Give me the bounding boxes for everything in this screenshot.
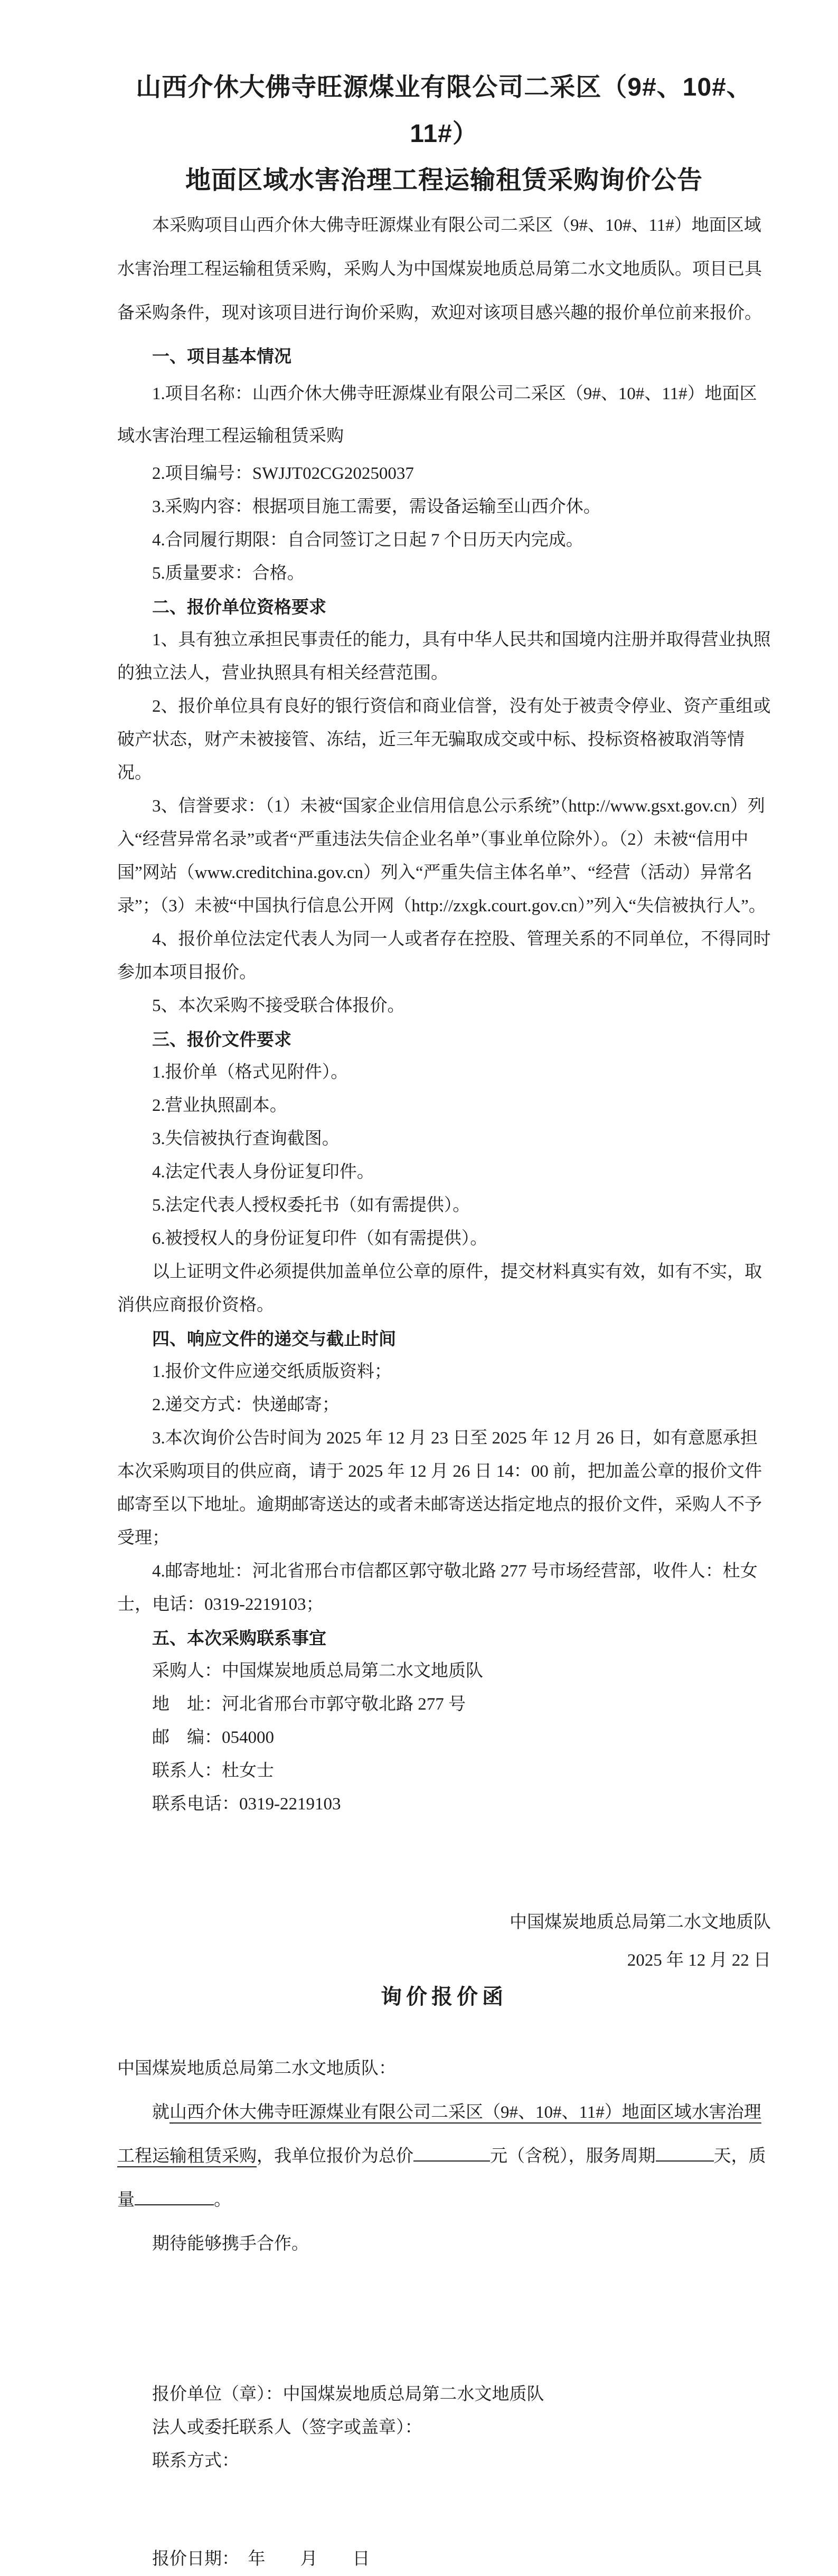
section-5-heading: 五、本次采购联系事宜 [152,1628,326,1648]
letter-between-price-days: 元（含税），服务周期 [490,2147,656,2166]
section-2-item: 2、报价单位具有良好的银行资信和商业信誉，没有处于被责令停业、资产重组或破产状态，财产未被接管、冻结，近三年无骗取成交或中标、投标资格被取消等情况。 [117,697,771,782]
section-3-note: 以上证明文件必须提供加盖单位公章的原件，提交材料真实有效，如有不实，取消供应商报价资格。 [117,1262,762,1315]
section-3-item: 4.法定代表人身份证复印件。 [152,1163,374,1182]
contact-address: 地 址：河北省邢台市郭守敬北路 277 号 [152,1695,466,1714]
section-2-heading: 二、报价单位资格要求 [152,597,326,617]
section-3-item: 1.报价单（格式见附件）。 [152,1063,349,1082]
section-1-heading: 一、项目基本情况 [152,346,291,366]
quality-blank-field [135,2187,214,2205]
section-1-item: 5.质量要求：合格。 [152,564,305,583]
section-1-item: 3.采购内容：根据项目施工需要，需设备运输至山西介休。 [152,497,601,516]
announcement-title-line1: 山西介休大佛寺旺源煤业有限公司二采区（9#、10#、11#） [136,73,752,148]
section-1-item: 1.项目名称：山西介休大佛寺旺源煤业有限公司二采区（9#、10#、11#）地面区域水害治理工程运输租赁采购 [117,384,757,446]
bidder-block [117,2378,771,2478]
section-2-item: 5、本次采购不接受联合体报价。 [152,996,405,1015]
announcement-body [117,339,771,1821]
price-blank-field [413,2143,490,2162]
section-2-item: 1、具有独立承担民事责任的能力，具有中华人民共和国境内注册并取得营业执照的独立法人，营业执照具有相关经营范围。 [117,630,771,683]
bidder-unit-line: 报价单位（章）：中国煤炭地质总局第二水文地质队 [152,2385,544,2404]
section-1-item: 4.合同履行期限：自合同签订之日起 7 个日历天内完成。 [152,531,583,550]
signature-org: 中国煤炭地质总局第二水文地质队 [510,1913,771,1932]
announcement-title [117,0,771,204]
contact-purchaser: 采购人：中国煤炭地质总局第二水文地质队 [152,1662,483,1681]
intro-paragraph: 本采购项目山西介休大佛寺旺源煤业有限公司二采区（9#、10#、11#）地面区域水害治理工程运输租赁采购，采购人为中国煤炭地质总局第二水文地质队。项目已具备采购条件，现对该项目进行询价采购，欢迎对该项目感兴趣的报价单位前来报价。 [117,216,762,323]
section-2-item: 4、报价单位法定代表人为同一人或者存在控股、管理关系的不同单位，不得同时参加本项目报价。 [117,930,771,982]
section-4-item: 2.递交方式：快递邮寄； [152,1395,340,1414]
section-4-item: 4.邮寄地址：河北省邢台市信都区郭守敬北路 277 号市场经营部，收件人：杜女士，电话：0319-2219103； [117,1562,758,1614]
letter-between-days-quality: 天，质量 [117,2147,766,2210]
section-4-heading: 四、响应文件的递交与截止时间 [152,1329,396,1348]
quote-date-line: 报价日期： 年 月 日 [152,2550,370,2569]
section-3-item: 2.营业执照副本。 [152,1096,287,1115]
contact-method-line: 联系方式： [152,2451,239,2470]
legal-representative-line: 法人或委托联系人（签字或盖章）： [152,2418,422,2437]
section-4-item: 1.报价文件应递交纸质版资料； [152,1362,392,1381]
section-3-heading: 三、报价文件要求 [152,1030,291,1049]
section-1-item: 2.项目编号：SWJJT02CG20250037 [152,464,414,483]
section-4-item: 3.本次询价公告时间为 2025 年 12 月 23 日至 2025 年 12 月 26 日，如有意愿承担本次采购项目的供应商，请于 2025 年 12 月 26 日 14：00 前，把加盖公章的报价文件邮寄至以下地址。逾期邮寄送达的或者未邮寄送达指定地点的报价文件，采购人不予受理； [117,1429,762,1548]
letter-lead: 就 [152,2103,170,2122]
letter-sentence-end: 。 [214,2191,231,2210]
section-2-item: 3、信誉要求：（1）未被“国家企业信用信息公示系统”（http://www.gsxt.gov.cn）列入“经营异常名录”或者“严重违法失信企业名单”（事业单位除外）。（2）未被“信用中国”网站（www.creditchina.gov.cn）列入“严重失信主体名单”、“经营（活动）异常名录”；（3）未被“中国执行信息公开网（http://zxgk.court.gov.cn）”列入“失信被执行人”。 [117,797,766,916]
signature-block [117,1903,771,1979]
section-3-item: 6.被授权人的身份证复印件（如有需提供）。 [152,1229,488,1248]
letter-title: 询价报价函 [381,1985,507,2008]
contact-person: 联系人：杜女士 [152,1761,274,1780]
section-3-item: 5.法定代表人授权委托书（如有需提供）。 [152,1196,470,1215]
document-content [117,0,771,2576]
service-days-blank-field [656,2143,714,2162]
letter-after-project: ，我单位报价为总价 [257,2147,413,2166]
letter-body [117,2091,771,2222]
letter-project-name: 山西介休大佛寺旺源煤业有限公司二采区（9#、10#、11#）地面区域水害治理工程运输租赁采购 [117,2103,761,2166]
letter-closing: 期待能够携手合作。 [152,2234,309,2253]
contact-phone: 联系电话：0319-2219103 [152,1795,341,1814]
contact-postcode: 邮 编：054000 [152,1728,274,1747]
signature-date: 2025 年 12 月 22 日 [627,1951,771,1970]
announcement-title-line2: 地面区域水害治理工程运输租赁采购询价公告 [185,166,703,194]
section-3-item: 3.失信被执行查询截图。 [152,1129,340,1148]
letter-salutation: 中国煤炭地质总局第二水文地质队： [117,2059,396,2078]
